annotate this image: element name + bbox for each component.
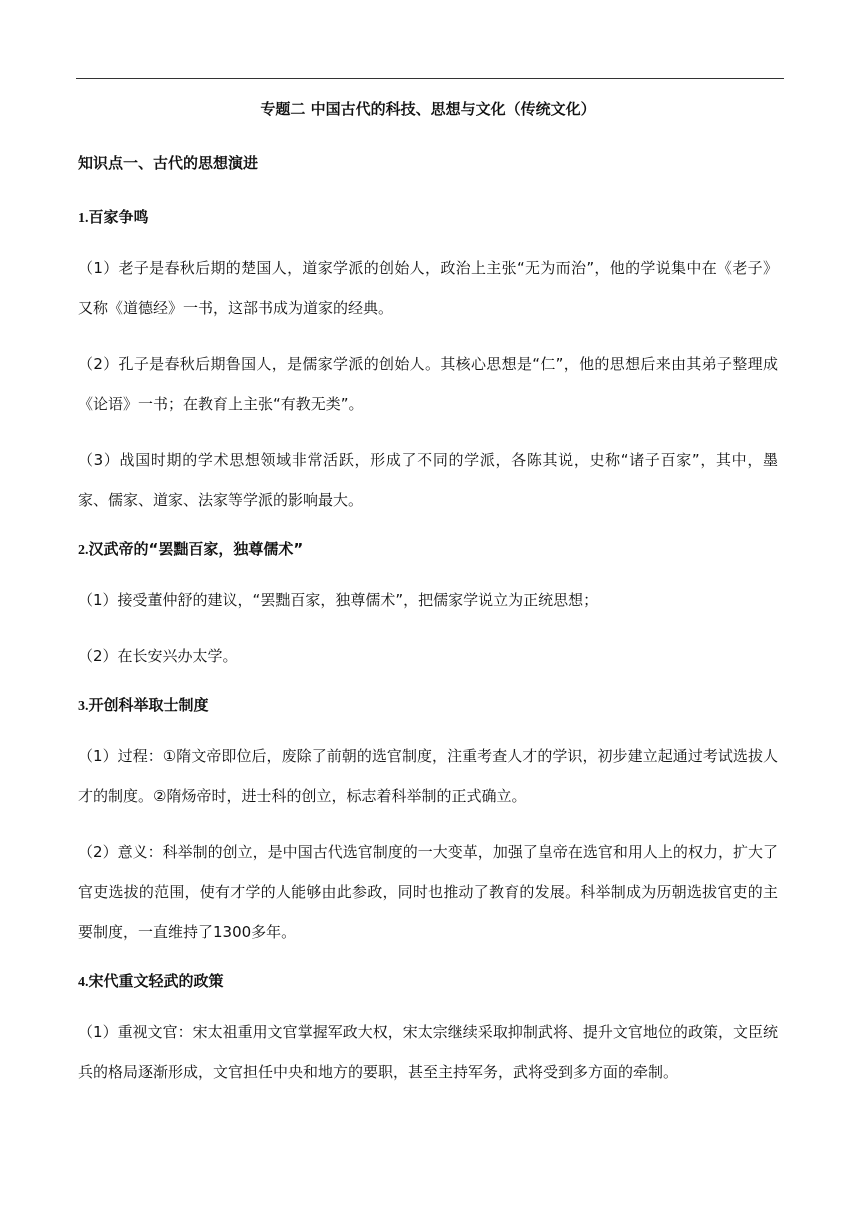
paragraph: （2）孔子是春秋后期鲁国人，是儒家学派的创始人。其核心思想是“仁”，他的思想后来由其弟子整理成《论语》一书；在教育上主张“有教无类”。 — [78, 355, 778, 413]
section-heading — [78, 536, 778, 564]
paragraph: （1）过程：①隋文帝即位后，废除了前朝的选官制度，注重考查人才的学识，初步建立起通过考试选拔人才的制度。②隋炀帝时，进士科的创立，标志着科举制的正式确立。 — [78, 747, 778, 805]
section-number: 4. — [78, 975, 89, 990]
section-title: 开创科举取士制度 — [88, 696, 209, 714]
section-number: 2. — [78, 543, 89, 558]
section-title: 百家争鸣 — [88, 208, 149, 226]
header-rule — [76, 78, 784, 79]
knowledge-point-heading: 知识点一、古代的思想演进 — [78, 154, 259, 172]
paragraph: （1）重视文官：宋太祖重用文官掌握军政大权，宋太宗继续采取抑制武将、提升文官地位的政策，文臣统兵的格局逐渐形成，文官担任中央和地方的要职，甚至主持军务，武将受到多方面的牵制。 — [78, 1023, 778, 1081]
paragraph: （2）意义：科举制的创立，是中国古代选官制度的一大变革，加强了皇帝在选官和用人上的权力，扩大了官吏选拔的范围，使有才学的人能够由此参政，同时也推动了教育的发展。科举制成为历朝选拔官吏的主要制度，一直维持了1300多年。 — [78, 843, 778, 941]
section-heading — [78, 204, 778, 232]
section-title: 汉武帝的“罢黜百家，独尊儒术” — [88, 540, 304, 558]
paragraph: （2）在长安兴办太学。 — [78, 647, 238, 665]
section-title: 宋代重文轻武的政策 — [88, 972, 224, 990]
paragraph: （1）接受董仲舒的建议，“罢黜百家，独尊儒术”，把儒家学说立为正统思想； — [78, 591, 599, 609]
document-body — [78, 96, 778, 1092]
paragraph: （1）老子是春秋后期的楚国人，道家学派的创始人，政治上主张“无为而治”，他的学说集中在《老子》又称《道德经》一书，这部书成为道家的经典。 — [78, 259, 778, 317]
paragraph: （3）战国时期的学术思想领域非常活跃，形成了不同的学派，各陈其说，史称“诸子百家”，其中，墨家、儒家、道家、法家等学派的影响最大。 — [78, 451, 778, 509]
section-number: 3. — [78, 699, 89, 714]
section-number: 1. — [78, 211, 89, 226]
section-heading — [78, 968, 778, 996]
document-title: 专题二 中国古代的科技、思想与文化（传统文化） — [260, 100, 596, 118]
section-heading — [78, 692, 778, 720]
